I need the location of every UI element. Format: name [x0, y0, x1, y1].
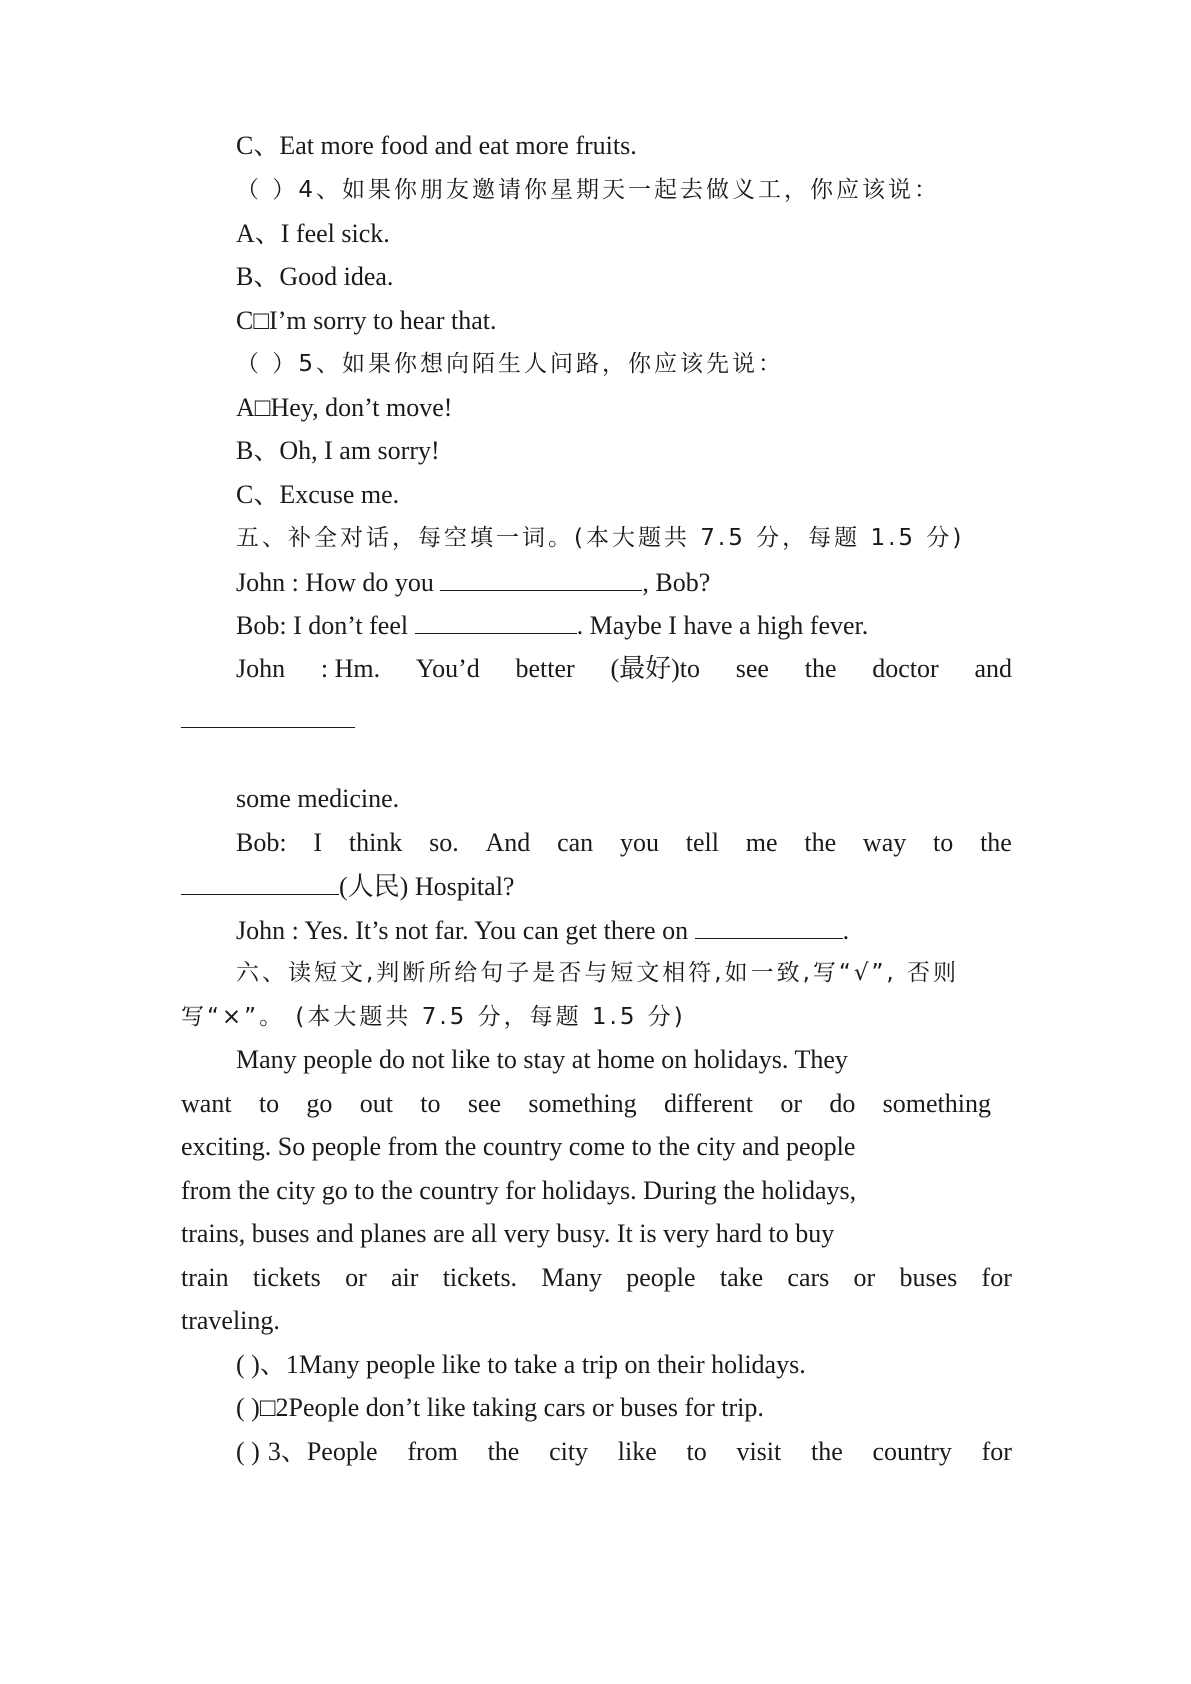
answer-blank[interactable]	[181, 870, 339, 895]
word: better	[515, 654, 575, 683]
word: to	[258, 1089, 280, 1118]
dialogue-text: . Maybe I have a high fever.	[576, 611, 869, 640]
word: (最好)to	[610, 654, 700, 683]
dialogue-line-7	[236, 914, 849, 947]
q3-option-c: C、Eat more food and eat more fruits.	[236, 131, 637, 160]
word: think	[348, 828, 403, 857]
answer-blank[interactable]	[415, 609, 577, 634]
answer-paren[interactable]: ( )	[236, 1393, 260, 1422]
passage-line-1: Many people do not like to stay at home on holidays. They	[236, 1045, 848, 1074]
answer-blank[interactable]	[440, 566, 642, 591]
word: different	[663, 1089, 754, 1118]
dialogue-text: (人民) Hospital?	[339, 872, 515, 901]
word: something	[882, 1089, 991, 1118]
section5-heading: 五、补全对话，每空填一词。(本大题共 7.5 分，每题 1.5 分)	[236, 525, 965, 551]
word: the	[487, 1437, 520, 1466]
word: tell	[685, 828, 719, 857]
word: Bob:	[236, 828, 287, 857]
word: or	[345, 1263, 367, 1292]
word: tickets.	[442, 1263, 518, 1292]
word: people	[626, 1263, 696, 1292]
answer-paren[interactable]: ( )	[236, 1350, 260, 1379]
statement-3	[236, 1436, 1012, 1468]
dialogue-line-3	[236, 653, 1012, 685]
statement-text: 、1Many people like to take a trip on their holidays.	[259, 1350, 806, 1379]
word: tickets	[252, 1263, 321, 1292]
dialogue-line-4: some medicine.	[236, 784, 400, 813]
word: go	[306, 1089, 333, 1118]
word: the	[980, 828, 1012, 857]
dialogue-text: , Bob?	[642, 568, 711, 597]
word: me	[745, 828, 778, 857]
word: I	[313, 828, 323, 857]
word: like	[617, 1437, 657, 1466]
word: 3、People	[267, 1437, 378, 1466]
word: visit	[736, 1437, 782, 1466]
word: or	[780, 1089, 803, 1118]
word: air	[391, 1263, 419, 1292]
word: the	[804, 828, 837, 857]
passage-line-6	[181, 1262, 1012, 1294]
dialogue-text: Bob: I don’t feel	[236, 611, 415, 640]
word: or	[853, 1263, 876, 1292]
word: from	[407, 1437, 458, 1466]
word: see	[735, 654, 769, 683]
statement-text: □2People don’t like taking cars or buses for trip.	[259, 1393, 764, 1422]
word: to	[420, 1089, 441, 1118]
q5-question	[236, 348, 784, 380]
word: and	[974, 654, 1012, 683]
word: Many	[541, 1263, 602, 1292]
section6-heading-line-1: 六、读短文,判断所给句子是否与短文相符,如一致,写“√”, 否则	[236, 960, 960, 986]
q5-option-c: C、Excuse me.	[236, 480, 400, 509]
question-text: 4、如果你朋友邀请你星期天一起去做义工，你应该说：	[298, 177, 940, 203]
answer-blank[interactable]	[181, 727, 355, 728]
word: buses	[899, 1263, 958, 1292]
q5-option-b: B、Oh, I am sorry!	[236, 436, 440, 465]
statement-1	[236, 1349, 806, 1381]
dialogue-text: .	[842, 916, 850, 945]
answer-blank[interactable]	[695, 914, 843, 939]
word: something	[528, 1089, 637, 1118]
word: the	[810, 1437, 843, 1466]
answer-paren: （ ）	[236, 177, 299, 203]
answer-paren[interactable]: ( )	[236, 1437, 260, 1466]
question-text: 5、如果你想向陌生人问路，你应该先说：	[298, 351, 784, 377]
section6-heading-line-2: 写“×”。 (本大题共 7.5 分，每题 1.5 分)	[181, 1004, 686, 1030]
dialogue-text: John : Yes. It’s not far. You can get there on	[236, 916, 695, 945]
word: want	[181, 1089, 232, 1118]
word: : Hm.	[320, 654, 381, 683]
statement-text	[268, 1436, 1012, 1468]
word: so.	[429, 828, 459, 857]
answer-paren: （ ）	[236, 351, 299, 377]
word: the	[804, 654, 837, 683]
word: You’d	[415, 654, 480, 683]
word: city	[549, 1437, 589, 1466]
word: you	[619, 828, 659, 857]
dialogue-line-2	[236, 609, 868, 642]
q4-option-c: C□I’m sorry to hear that.	[236, 306, 497, 335]
word: cars	[787, 1263, 830, 1292]
statement-2	[236, 1392, 764, 1424]
word: doctor	[872, 654, 939, 683]
word: can	[557, 828, 594, 857]
dialogue-line-5	[236, 827, 1012, 859]
word: country	[872, 1437, 952, 1466]
dialogue-text: John : How do you	[236, 568, 441, 597]
q4-option-b: B、Good idea.	[236, 262, 394, 291]
passage-line-5: trains, buses and planes are all very busy. It is very hard to buy	[181, 1219, 835, 1248]
word: to	[933, 828, 954, 857]
dialogue-line-1	[236, 566, 710, 599]
word: way	[862, 828, 907, 857]
dialogue-line-6	[181, 870, 514, 903]
word: for	[981, 1437, 1012, 1466]
word: see	[467, 1089, 502, 1118]
passage-line-2	[181, 1088, 991, 1120]
passage-line-7: traveling.	[181, 1306, 280, 1335]
q5-option-a: A□Hey, don’t move!	[236, 393, 453, 422]
word: train	[181, 1263, 229, 1292]
word: out	[359, 1089, 393, 1118]
word: to	[686, 1437, 707, 1466]
word: John	[236, 654, 286, 683]
q4-option-a: A、I feel sick.	[236, 219, 390, 248]
passage-line-3: exciting. So people from the country come to the city and people	[181, 1132, 856, 1161]
q4-question	[236, 174, 940, 206]
word: for	[981, 1263, 1012, 1292]
word: do	[829, 1089, 856, 1118]
passage-line-4: from the city go to the country for holidays. During the holidays,	[181, 1176, 857, 1205]
word: take	[719, 1263, 764, 1292]
word: And	[485, 828, 531, 857]
